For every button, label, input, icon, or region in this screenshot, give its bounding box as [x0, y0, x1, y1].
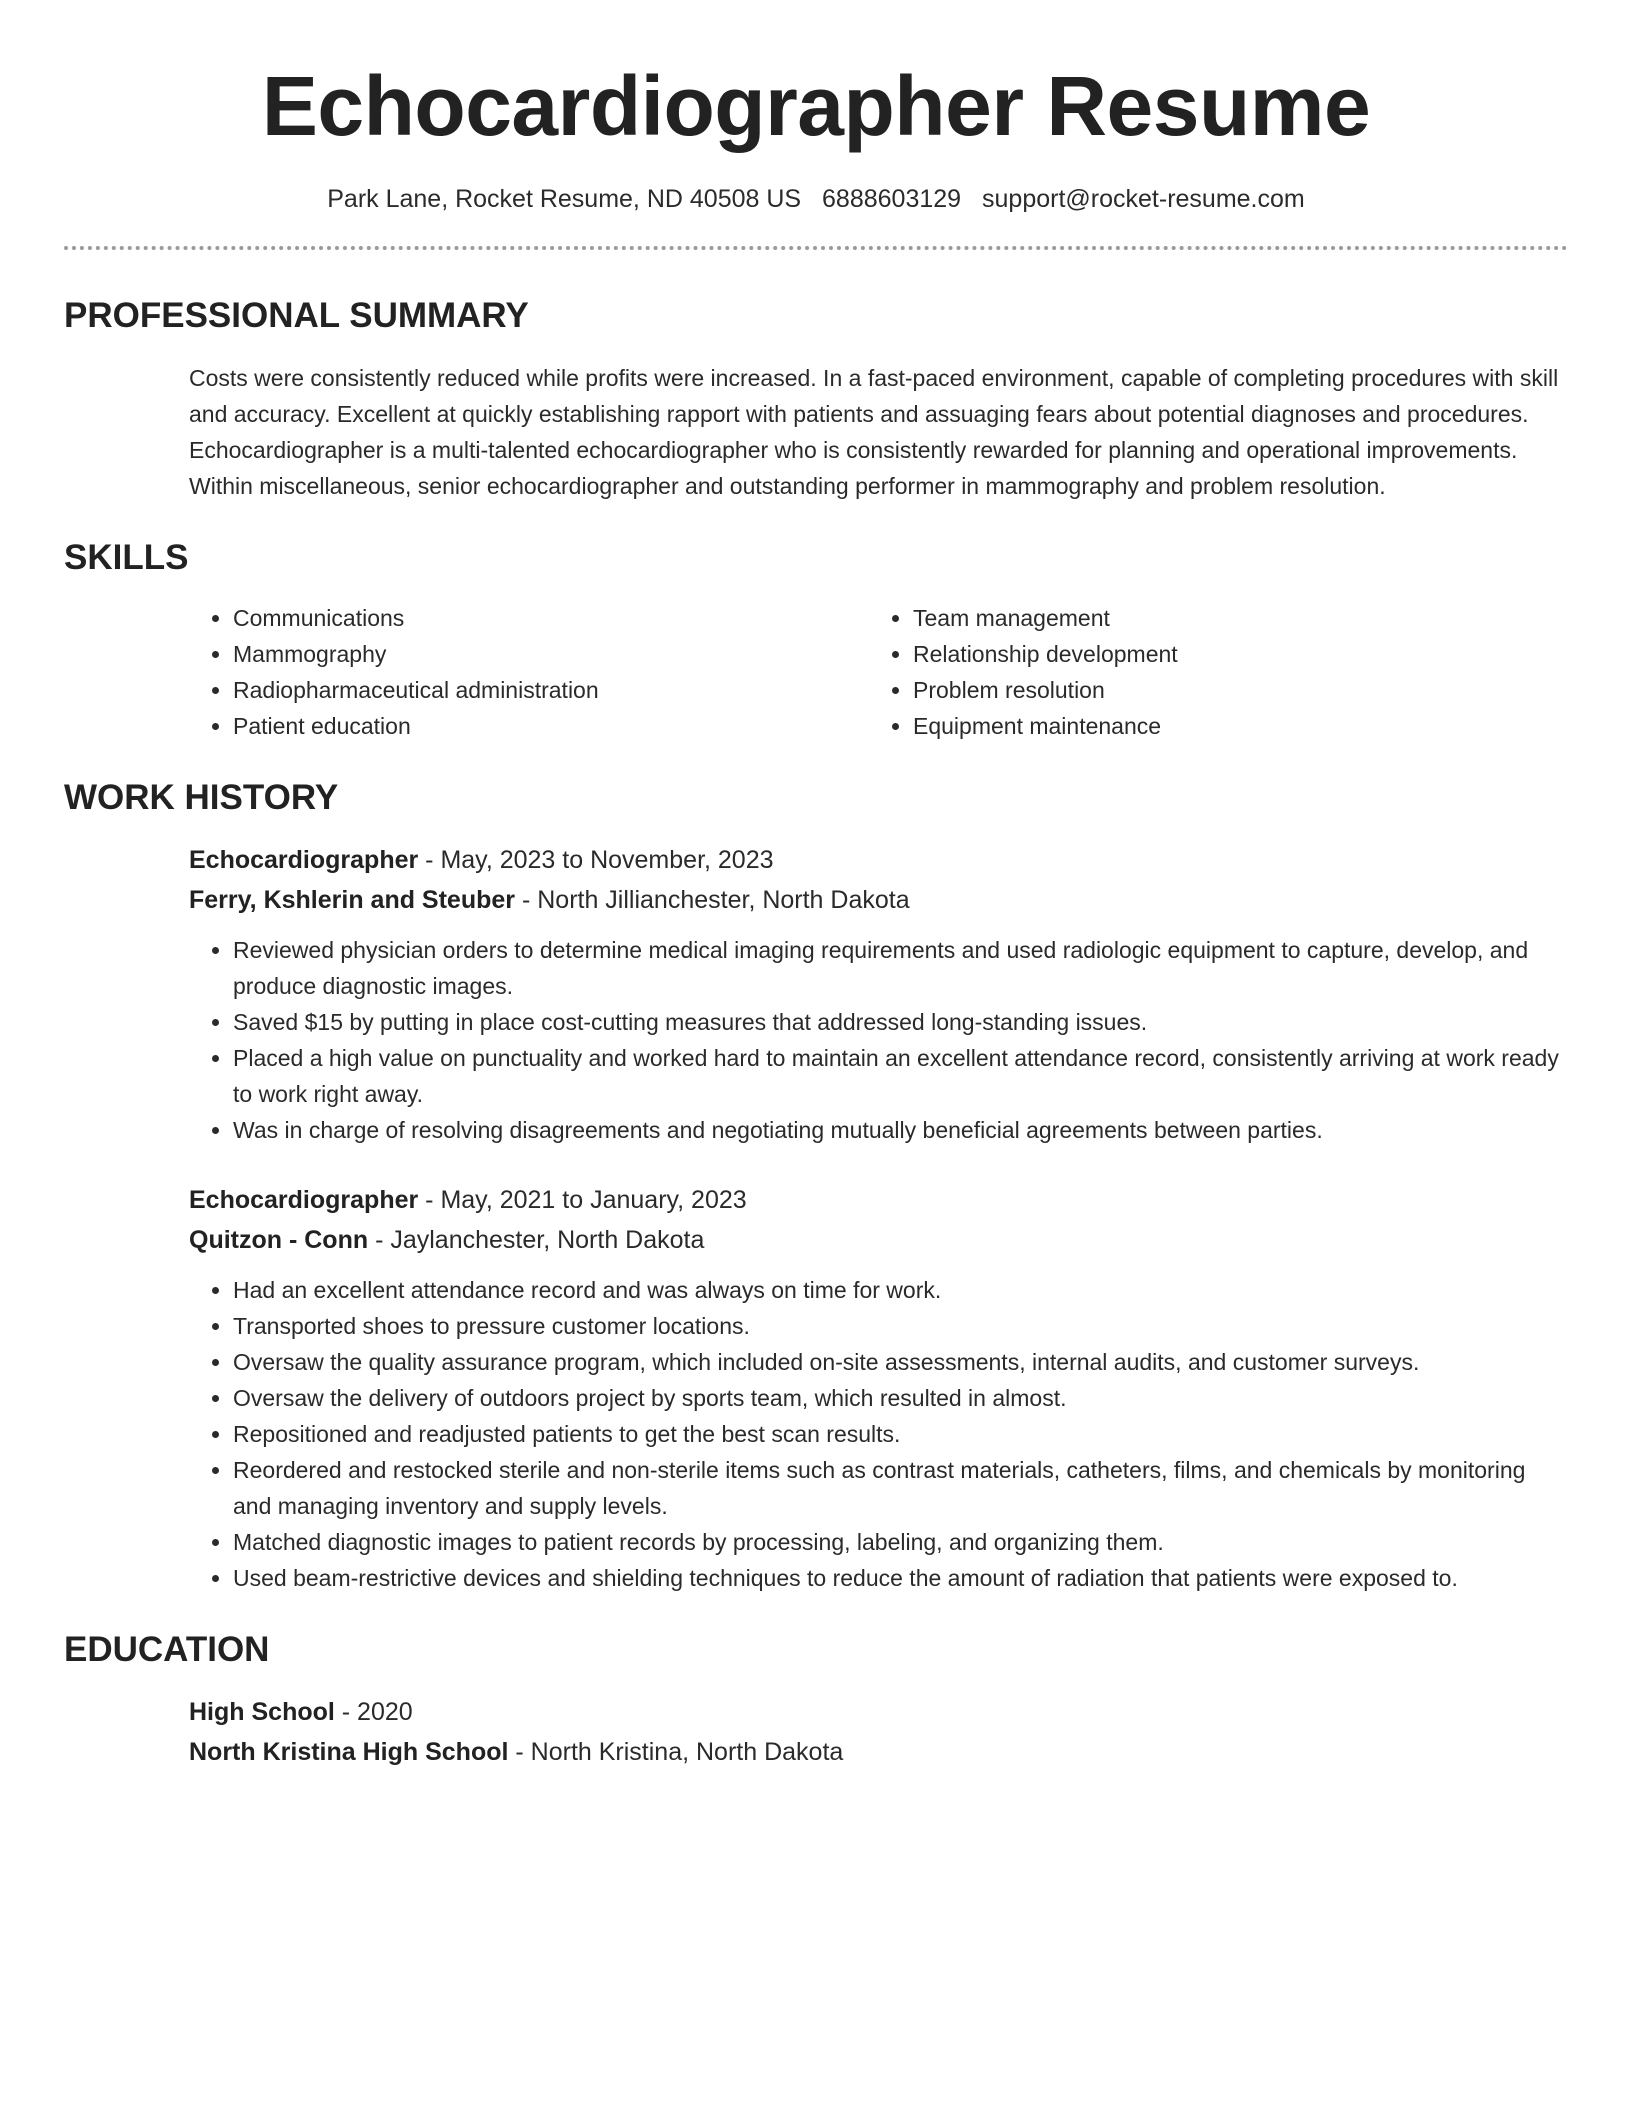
education-heading: EDUCATION — [64, 1630, 270, 1669]
list-item: • Was in charge of resolving disagreements and negotiating mutually beneficial agreements between parties. — [233, 1112, 1568, 1148]
job-title: Echocardiographer — [189, 1186, 419, 1214]
job-entry — [189, 1180, 1568, 1596]
skills-grid — [189, 600, 1568, 744]
list-item: • Communications — [233, 600, 869, 636]
job-title: Echocardiographer — [189, 846, 419, 874]
work-section — [64, 776, 1568, 1596]
summary-section — [64, 294, 1568, 504]
skills-list-left — [189, 600, 869, 744]
skills-heading: SKILLS — [64, 538, 189, 577]
list-item: • Used beam-restrictive devices and shielding techniques to reduce the amount of radiation that patients were exposed to. — [233, 1560, 1568, 1596]
list-item: • Placed a high value on punctuality and worked hard to maintain an excellent attendance record, consistently arriving at work ready to work right away. — [233, 1040, 1568, 1112]
education-location: - North Kristina, North Dakota — [508, 1738, 844, 1766]
job-company: Quitzon - Conn — [189, 1226, 369, 1254]
job-title-line — [189, 840, 1568, 880]
job-location: - Jaylanchester, North Dakota — [368, 1226, 705, 1254]
list-item: • Oversaw the delivery of outdoors project by sports team, which resulted in almost. — [233, 1380, 1568, 1416]
job-company-line — [189, 1220, 1568, 1260]
contact-line — [64, 182, 1568, 216]
summary-heading: PROFESSIONAL SUMMARY — [64, 296, 529, 335]
summary-text: Costs were consistently reduced while profits were increased. In a fast-paced environment, capable of completing procedures with skill and accuracy. Excellent at quickly establishing rapport with patients and assuaging fears about potential diagnoses and procedures. Echocardiographer is a multi-talented echocardiographer who is consistently rewarded for planning and operational improvements. Within miscellaneous, senior echocardiographer and outstanding performer in mammography and problem resolution. — [189, 365, 1559, 499]
list-item: • Reviewed physician orders to determine medical imaging requirements and used radiologic equipment to capture, develop, and produce diagnostic images. — [233, 932, 1568, 1004]
education-entry — [189, 1692, 1568, 1772]
skills-list-right — [869, 600, 1549, 744]
skills-column-left — [189, 600, 869, 744]
list-item: • Had an excellent attendance record and was always on time for work. — [233, 1272, 1568, 1308]
job-bullets — [189, 932, 1568, 1148]
education-degree-line — [189, 1692, 1568, 1732]
skills-column-right — [869, 600, 1549, 744]
job-dates: - May, 2021 to January, 2023 — [418, 1186, 747, 1214]
list-item: • Equipment maintenance — [913, 708, 1549, 744]
list-item: • Matched diagnostic images to patient records by processing, labeling, and organizing them. — [233, 1524, 1568, 1560]
job-entry — [189, 840, 1568, 1148]
education-year: - 2020 — [334, 1698, 413, 1726]
page-title: Echocardiographer Resume — [261, 59, 1371, 153]
contact-phone: 6888603129 — [822, 185, 962, 213]
list-item: • Team management — [913, 600, 1549, 636]
job-company-line — [189, 880, 1568, 920]
list-item: • Saved $15 by putting in place cost-cutting measures that addressed long-standing issues. — [233, 1004, 1568, 1040]
list-item: • Relationship development — [913, 636, 1549, 672]
job-bullets — [189, 1272, 1568, 1596]
job-location: - North Jillianchester, North Dakota — [515, 886, 910, 914]
list-item: • Patient education — [233, 708, 869, 744]
work-heading: WORK HISTORY — [64, 778, 339, 817]
resume-page — [64, 0, 1568, 1772]
list-item: • Transported shoes to pressure customer locations. — [233, 1308, 1568, 1344]
job-title-line — [189, 1180, 1568, 1220]
list-item: • Mammography — [233, 636, 869, 672]
contact-email: support@rocket-resume.com — [982, 185, 1305, 213]
job-company: Ferry, Kshlerin and Steuber — [189, 886, 516, 914]
list-item: • Repositioned and readjusted patients to get the best scan results. — [233, 1416, 1568, 1452]
header-divider — [64, 246, 1568, 250]
list-item: • Oversaw the quality assurance program, which included on-site assessments, internal audits, and customer surveys. — [233, 1344, 1568, 1380]
education-degree: High School — [189, 1698, 335, 1726]
job-dates: - May, 2023 to November, 2023 — [418, 846, 774, 874]
list-item: • Radiopharmaceutical administration — [233, 672, 869, 708]
contact-address: Park Lane, Rocket Resume, ND 40508 US — [327, 185, 802, 213]
education-school: North Kristina High School — [189, 1738, 509, 1766]
list-item: • Problem resolution — [913, 672, 1549, 708]
education-section — [64, 1628, 1568, 1772]
list-item: • Reordered and restocked sterile and non-sterile items such as contrast materials, catheters, films, and chemicals by monitoring and managing inventory and supply levels. — [233, 1452, 1568, 1524]
education-school-line — [189, 1732, 1568, 1772]
skills-section — [64, 536, 1568, 744]
